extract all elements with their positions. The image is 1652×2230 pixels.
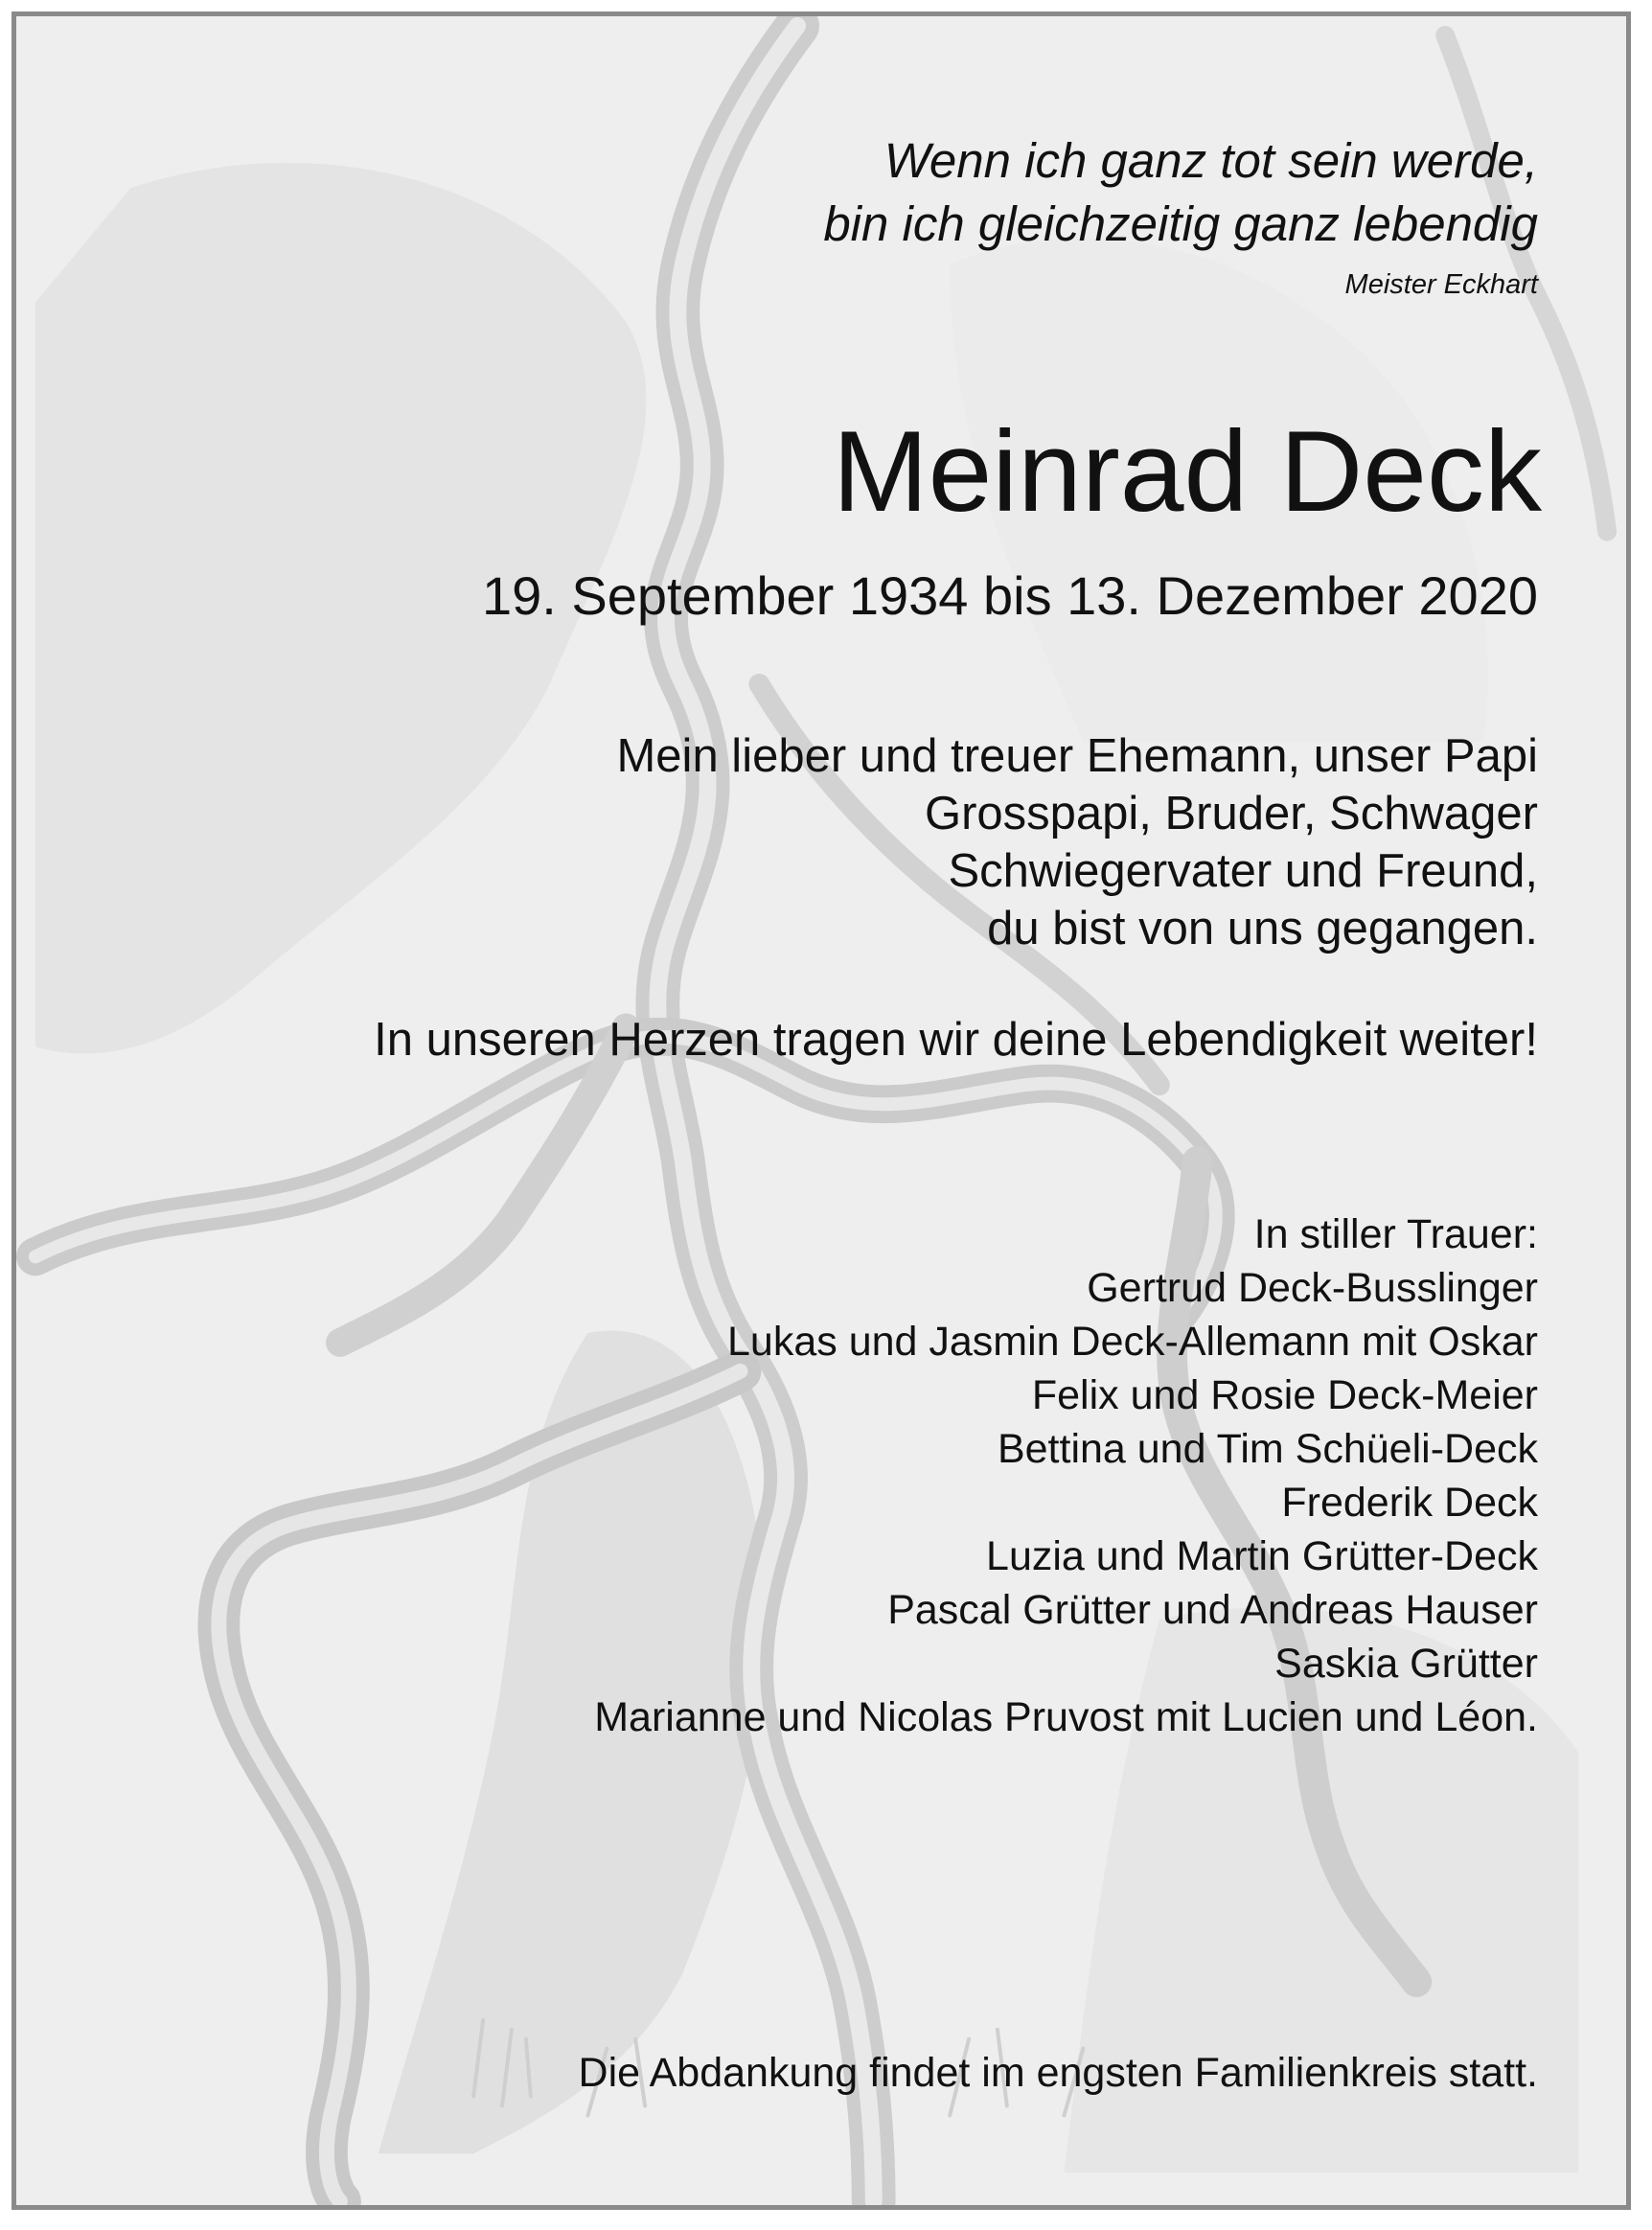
mourner-name: Luzia und Martin Grütter-Deck bbox=[986, 1533, 1538, 1579]
mourners-list bbox=[594, 1207, 1538, 1744]
mourner-name: Lukas und Jasmin Deck-Allemann mit Oskar bbox=[727, 1319, 1538, 1365]
dedication-line: Mein lieber und treuer Ehemann, unser Papi bbox=[616, 730, 1538, 782]
deceased-name: Meinrad Deck bbox=[832, 407, 1542, 536]
funeral-notice: Die Abdankung findet im engsten Familienkreis statt. bbox=[578, 2050, 1538, 2096]
quote-line: Wenn ich ganz tot sein werde, bbox=[883, 133, 1538, 188]
dedication-line: Schwiegervater und Freund, bbox=[948, 845, 1538, 897]
closing-line: In unseren Herzen tragen wir deine Lebendigkeit weiter! bbox=[374, 1014, 1538, 1066]
dedication-text bbox=[616, 727, 1538, 957]
dedication-line: Grosspapi, Bruder, Schwager bbox=[924, 788, 1538, 839]
mourner-name: Gertrud Deck-Busslinger bbox=[1087, 1265, 1538, 1311]
dedication-line: du bist von uns gegangen. bbox=[987, 903, 1538, 954]
life-dates: 19. September 1934 bis 13. Dezember 2020 bbox=[481, 565, 1538, 626]
obituary-text bbox=[81, 16, 1542, 2210]
mourner-name: Bettina und Tim Schüeli-Deck bbox=[997, 1426, 1538, 1472]
mourner-name: Pascal Grütter und Andreas Hauser bbox=[887, 1587, 1538, 1633]
epigraph-quote bbox=[823, 129, 1538, 256]
quote-line: bin ich gleichzeitig ganz lebendig bbox=[823, 196, 1538, 251]
obituary-card bbox=[11, 11, 1631, 2210]
mourner-name: Frederik Deck bbox=[1281, 1480, 1538, 1526]
mourner-name: Saskia Grütter bbox=[1274, 1641, 1538, 1687]
mourner-name: Felix und Rosie Deck-Meier bbox=[1031, 1372, 1538, 1418]
mourners-heading: In stiller Trauer: bbox=[1253, 1211, 1538, 1257]
mourner-name: Marianne und Nicolas Pruvost mit Lucien und Léon. bbox=[594, 1694, 1538, 1740]
quote-author: Meister Eckhart bbox=[1344, 269, 1538, 300]
